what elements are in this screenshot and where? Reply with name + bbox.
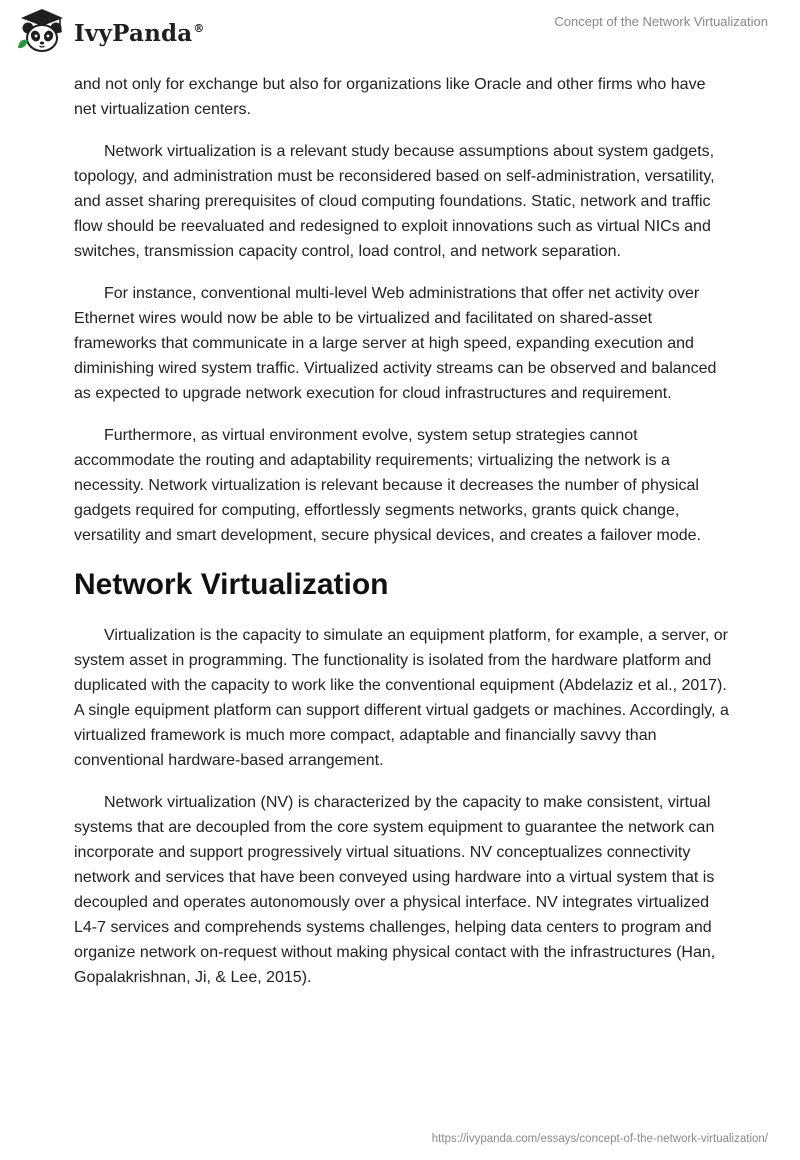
paragraph: Furthermore, as virtual environment evolve, system setup strategies cannot accommodate the routing and adaptability requirements; virtualizing the network is a necessity. Network virtualization is relevant because it decreases the number of physical gadgets required for computing, effortlessly segments networks, grants quick change, versatility and smart development, secure physical devices, and creates a failover mode. [74,427,701,544]
essay-content [74,72,730,1007]
brand-name-text: IvyPanda [74,19,193,47]
document-title: Concept of the Network Virtualization [554,14,768,29]
paragraph: For instance, conventional multi-level Web administrations that offer net activity over Ethernet wires would now be able to be virtualized and facilitated on shared-asset frameworks that communicate in a large server at high speed, expanding execution and diminishing wired system traffic. Virtualized activity streams can be observed and balanced as expected to upgrade network execution for cloud infrastructures and requirement. [74,285,717,402]
registered-mark: ® [193,21,205,35]
paragraph: Network virtualization (NV) is characterized by the capacity to make consistent, virtual systems that are decoupled from the core system equipment to guarantee the network can incorporate and support progressively virtual situations. NV conceptualizes connectivity network and services that have been conveyed using hardware into a virtual system that is decoupled and operates autonomously over a physical interface. NV integrates virtualized L4-7 services and comprehends systems challenges, helping data centers to program and organize network on-request without making physical contact with the infrastructures (Han, Gopalakrishnan, Ji, & Lee, 2015). [74,794,716,986]
section-heading: Network Virtualization [74,568,389,601]
source-url-link[interactable]: https://ivypanda.com/essays/concept-of-the-network-virtualization/ [431,1133,768,1145]
brand-name [74,20,205,47]
paragraph: Network virtualization is a relevant study because assumptions about system gadgets, topology, and administration must be reconsidered based on self-administration, versatility, and asset sharing prerequisites of cloud computing foundations. Static, network and traffic flow should be reevaluated and redesigned to exploit innovations such as virtual NICs and switches, transmission capacity control, load control, and network separation. [74,143,715,260]
paragraph-continued: and not only for exchange but also for organizations like Oracle and other firms who have net virtualization centers. [74,76,706,118]
page-header [0,0,800,60]
paragraph: Virtualization is the capacity to simulate an equipment platform, for example, a server, or system asset in programming. The functionality is isolated from the hardware platform and duplicated with the capacity to work like the conventional equipment (Abdelaziz et al., 2017). A single equipment platform can support different virtual gadgets or machines. Accordingly, a virtualized framework is much more compact, adaptable and financially savvy than conventional hardware-based arrangement. [74,627,729,769]
panda-graduate-icon [16,8,68,56]
brand-logo[interactable] [16,8,205,56]
